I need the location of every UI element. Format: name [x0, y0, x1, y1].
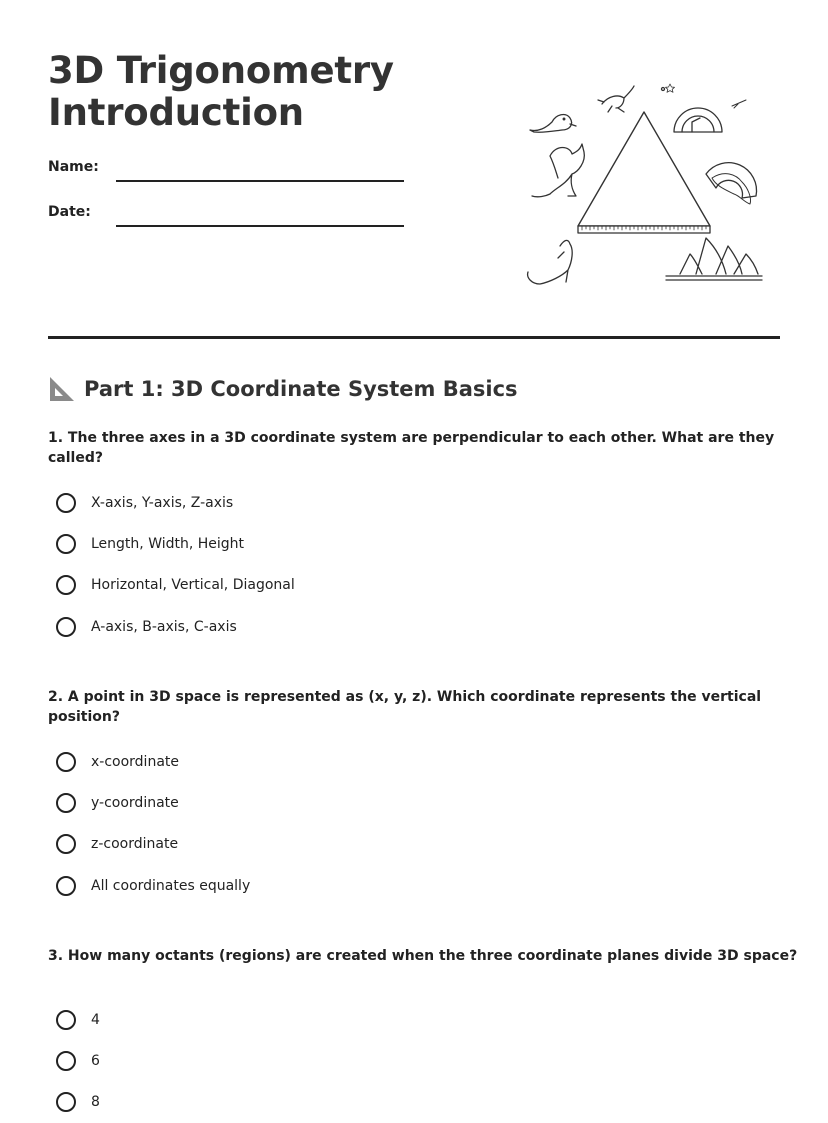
radio-button[interactable]: [56, 834, 76, 854]
part1-title: Part 1: 3D Coordinate System Basics: [84, 377, 518, 401]
radio-button[interactable]: [56, 876, 76, 896]
question-2-options: [56, 741, 250, 907]
question-3: 3. How many octants (regions) are created when the three coordinate planes divide 3D space?: [48, 948, 798, 964]
q3-option-3[interactable]: [56, 1082, 100, 1123]
option-label: Length, Width, Height: [91, 536, 245, 553]
option-label: z-coordinate: [91, 836, 179, 853]
date-label: Date:: [48, 204, 91, 220]
q2-option-2[interactable]: [56, 782, 250, 823]
platypus-icon: [530, 115, 576, 133]
option-label: A-axis, B-axis, C-axis: [91, 618, 237, 635]
option-label: All coordinates equally: [91, 877, 251, 894]
australia-map-icon: [706, 163, 757, 204]
section-divider: [48, 336, 780, 339]
option-label: X-axis, Y-axis, Z-axis: [91, 494, 234, 511]
kangaroo-bottom-icon: [528, 240, 573, 284]
option-label: y-coordinate: [91, 795, 179, 812]
radio-button[interactable]: [56, 617, 76, 637]
radio-button[interactable]: [56, 493, 76, 513]
q1-option-2[interactable]: [56, 523, 295, 564]
radio-button[interactable]: [56, 1010, 76, 1030]
title-line-1: 3D Trigonometry: [48, 49, 394, 92]
name-line[interactable]: [116, 180, 404, 182]
q3-option-2[interactable]: [56, 1040, 100, 1081]
option-label: x-coordinate: [91, 753, 180, 770]
question-1-options: [56, 482, 295, 648]
option-label: 8: [91, 1094, 100, 1111]
radio-button[interactable]: [56, 1092, 76, 1112]
triangle-icon: [578, 112, 710, 233]
q2-option-3[interactable]: [56, 824, 250, 865]
q3-option-1[interactable]: [56, 999, 100, 1040]
radio-button[interactable]: [56, 534, 76, 554]
part1-heading: [48, 374, 518, 404]
date-line[interactable]: [116, 225, 404, 227]
protractor-icon: [674, 108, 722, 132]
radio-button[interactable]: [56, 575, 76, 595]
kangaroo-small-icon: [598, 86, 634, 112]
option-label: 4: [91, 1011, 100, 1028]
option-label: Horizontal, Vertical, Diagonal: [91, 577, 295, 594]
question-3-options: [56, 999, 100, 1123]
name-field[interactable]: [48, 159, 408, 183]
radio-button[interactable]: [56, 752, 76, 772]
name-label: Name:: [48, 159, 99, 175]
opera-house-icon: [666, 238, 762, 280]
q1-option-3[interactable]: [56, 565, 295, 606]
question-1: 1. The three axes in a 3D coordinate system are perpendicular to each other. What are they called?: [48, 430, 775, 466]
radio-button[interactable]: [56, 793, 76, 813]
question-2: 2. A point in 3D space is represented as (x, y, z). Which coordinate represents the vertical position?: [48, 689, 762, 725]
title-line-2: Introduction: [48, 91, 304, 134]
option-label: 6: [91, 1053, 100, 1070]
worksheet-title: [48, 50, 394, 134]
q2-option-1[interactable]: [56, 741, 250, 782]
date-field[interactable]: [48, 204, 408, 228]
header-illustration: [520, 78, 770, 290]
radio-button[interactable]: [56, 1051, 76, 1071]
set-square-icon: [48, 375, 76, 403]
q1-option-1[interactable]: [56, 482, 295, 523]
kangaroo-large-icon: [532, 144, 584, 197]
q1-option-4[interactable]: [56, 606, 295, 647]
q2-option-4[interactable]: [56, 865, 250, 906]
